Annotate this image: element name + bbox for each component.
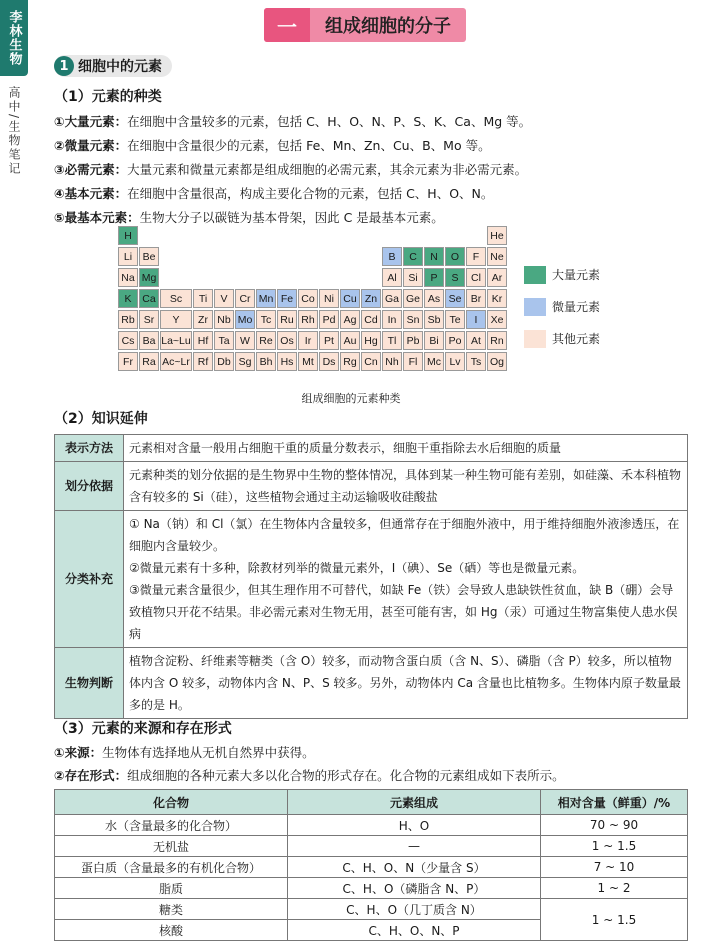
legend-label: 微量元素 bbox=[552, 300, 601, 314]
element-cell-xe: Xe bbox=[487, 310, 507, 329]
compound-table bbox=[54, 789, 688, 941]
row-text-block bbox=[124, 511, 688, 648]
element-cell-au: Au bbox=[340, 331, 360, 350]
element-cell-i: I bbox=[466, 310, 486, 329]
element-cell-ca: Ca bbox=[139, 289, 159, 308]
element-cell-ta: Ta bbox=[214, 331, 234, 350]
element-cell-be: Be bbox=[139, 247, 159, 266]
cell: 核酸 bbox=[55, 920, 288, 941]
cell: 脂质 bbox=[55, 878, 288, 899]
cell: 蛋白质（含量最多的有机化合物） bbox=[55, 857, 288, 878]
def-text: 生物大分子以碳链为基本骨架，因此 C 是最基本元素。 bbox=[139, 210, 444, 225]
element-cell-bh: Bh bbox=[256, 352, 276, 371]
cell: — bbox=[288, 836, 541, 857]
table-row bbox=[55, 899, 688, 920]
element-cell-si: Si bbox=[403, 268, 423, 287]
table-row bbox=[55, 836, 688, 857]
legend-swatch bbox=[524, 330, 546, 348]
col-header: 相对含量（鲜重）/% bbox=[541, 790, 688, 815]
element-cell-rn: Rn bbox=[487, 331, 507, 350]
def-line bbox=[54, 160, 527, 178]
element-cell-po: Po bbox=[445, 331, 465, 350]
extension-table bbox=[54, 434, 688, 719]
src-line bbox=[54, 743, 315, 761]
element-cell-h: H bbox=[118, 226, 138, 245]
cell: 水（含量最多的化合物） bbox=[55, 815, 288, 836]
element-cell-ra: Ra bbox=[139, 352, 159, 371]
src-line bbox=[54, 766, 565, 784]
element-cell-os: Os bbox=[277, 331, 297, 350]
element-cell-rh: Rh bbox=[298, 310, 318, 329]
row-key: 划分依据 bbox=[55, 462, 124, 511]
element-cell-zr: Zr bbox=[193, 310, 213, 329]
element-cell-f: F bbox=[466, 247, 486, 266]
src-label: ①来源： bbox=[54, 745, 103, 760]
row-key: 表示方法 bbox=[55, 435, 124, 462]
legend-swatch bbox=[524, 266, 546, 284]
section-number: 1 bbox=[54, 56, 74, 76]
legend-swatch bbox=[524, 298, 546, 316]
def-label: ①大量元素： bbox=[54, 114, 128, 129]
element-cell-w: W bbox=[235, 331, 255, 350]
cell: 无机盐 bbox=[55, 836, 288, 857]
element-cell-li: Li bbox=[118, 247, 138, 266]
element-cell-fl: Fl bbox=[403, 352, 423, 371]
def-label: ③必需元素： bbox=[54, 162, 128, 177]
def-label: ⑤最基本元素： bbox=[54, 210, 140, 225]
def-line bbox=[54, 112, 531, 130]
table-row bbox=[55, 648, 688, 719]
def-text: 在细胞中含量较多的元素，包括 C、H、O、N、P、S、K、Ca、Mg 等。 bbox=[127, 114, 532, 129]
element-cell-cu: Cu bbox=[340, 289, 360, 308]
element-cell-b: B bbox=[382, 247, 402, 266]
def-text: 在细胞中含量很高，构成主要化合物的元素，包括 C、H、O、N。 bbox=[127, 186, 494, 201]
row-key: 生物判断 bbox=[55, 648, 124, 719]
cell: 1 ~ 1.5 bbox=[541, 836, 688, 857]
element-cell-n: N bbox=[424, 247, 444, 266]
element-cell-sn: Sn bbox=[403, 310, 423, 329]
def-label: ②微量元素： bbox=[54, 138, 128, 153]
def-line bbox=[54, 208, 444, 226]
def-line bbox=[54, 184, 493, 202]
table-row bbox=[55, 511, 688, 648]
element-cell-ge: Ge bbox=[403, 289, 423, 308]
element-cell-rf: Rf bbox=[193, 352, 213, 371]
element-cell-as: As bbox=[424, 289, 444, 308]
cell: C、H、O（磷脂含 N、P） bbox=[288, 878, 541, 899]
chapter-number: 一 bbox=[264, 8, 310, 42]
element-cell-s: S bbox=[445, 268, 465, 287]
src-label: ②存在形式： bbox=[54, 768, 128, 783]
element-cell-ni: Ni bbox=[319, 289, 339, 308]
cell: 1 ~ 1.5 bbox=[541, 899, 688, 941]
legend-item-major bbox=[524, 264, 600, 284]
element-cell-sr: Sr bbox=[139, 310, 159, 329]
element-cell-ts: Ts bbox=[466, 352, 486, 371]
element-cell-o: O bbox=[445, 247, 465, 266]
side-bar bbox=[0, 0, 34, 916]
element-cell-at: At bbox=[466, 331, 486, 350]
side-tab-brand: 李林生物 bbox=[0, 0, 28, 76]
element-cell-na: Na bbox=[118, 268, 138, 287]
table-row bbox=[55, 435, 688, 462]
element-cell-he: He bbox=[487, 226, 507, 245]
element-cell-re: Re bbox=[256, 331, 276, 350]
element-cell-in: In bbox=[382, 310, 402, 329]
element-cell-hs: Hs bbox=[277, 352, 297, 371]
element-cell-hg: Hg bbox=[361, 331, 381, 350]
element-cell-rg: Rg bbox=[340, 352, 360, 371]
element-cell-te: Te bbox=[445, 310, 465, 329]
heading-source: （3）元素的来源和存在形式 bbox=[54, 721, 232, 737]
element-cell-ru: Ru bbox=[277, 310, 297, 329]
cell: 1 ~ 2 bbox=[541, 878, 688, 899]
element-cell-kr: Kr bbox=[487, 289, 507, 308]
section-header bbox=[54, 55, 172, 77]
legend-label: 其他元素 bbox=[552, 332, 601, 346]
def-line bbox=[54, 136, 491, 154]
element-cell-sc: Sc bbox=[160, 289, 192, 308]
col-header: 化合物 bbox=[55, 790, 288, 815]
side-subtitle: 高中/生物笔记 bbox=[7, 86, 21, 177]
cell: C、H、O（几丁质含 N） bbox=[288, 899, 541, 920]
cell: C、H、O、N、P bbox=[288, 920, 541, 941]
element-cell-v: V bbox=[214, 289, 234, 308]
element-cell-ti: Ti bbox=[193, 289, 213, 308]
element-cell-k: K bbox=[118, 289, 138, 308]
src-text: 组成细胞的各种元素大多以化合物的形式存在。化合物的元素组成如下表所示。 bbox=[127, 768, 565, 783]
element-cell-mo: Mo bbox=[235, 310, 255, 329]
table-row bbox=[55, 462, 688, 511]
element-cell-cd: Cd bbox=[361, 310, 381, 329]
cell: 70 ~ 90 bbox=[541, 815, 688, 836]
cell: 糖类 bbox=[55, 899, 288, 920]
element-cell-mt: Mt bbox=[298, 352, 318, 371]
element-cell-y: Y bbox=[160, 310, 192, 329]
element-cell-cr: Cr bbox=[235, 289, 255, 308]
element-cell-ar: Ar bbox=[487, 268, 507, 287]
element-cell-lv: Lv bbox=[445, 352, 465, 371]
row-key: 分类补充 bbox=[55, 511, 124, 648]
table-row bbox=[55, 878, 688, 899]
row-text: 元素相对含量一般用占细胞干重的质量分数表示，细胞干重指除去水后细胞的质量 bbox=[124, 435, 688, 462]
element-cell-ne: Ne bbox=[487, 247, 507, 266]
cell: 7 ~ 10 bbox=[541, 857, 688, 878]
element-cell-c: C bbox=[403, 247, 423, 266]
table-row bbox=[55, 857, 688, 878]
element-cell-sg: Sg bbox=[235, 352, 255, 371]
element-cell-mc: Mc bbox=[424, 352, 444, 371]
element-cell-se: Se bbox=[445, 289, 465, 308]
element-cell-fe: Fe bbox=[277, 289, 297, 308]
chapter-header bbox=[264, 8, 466, 42]
heading-kinds: （1）元素的种类 bbox=[54, 89, 162, 105]
element-cell-cs: Cs bbox=[118, 331, 138, 350]
element-cell-mg: Mg bbox=[139, 268, 159, 287]
element-cell-db: Db bbox=[214, 352, 234, 371]
element-cell-br: Br bbox=[466, 289, 486, 308]
element-cell-tl: Tl bbox=[382, 331, 402, 350]
row-text: ③微量元素含量很少，但其生理作用不可替代，如缺 Fe（铁）会导致人患缺铁性贫血，缺 B（硼）会导致植物只开花不结果。非必需元素对生物无用，甚至可能有害，如 Hg（汞）可通过生物富集使人患水俣病 bbox=[129, 583, 678, 641]
element-cell-la-lu: La~Lu bbox=[160, 331, 192, 350]
def-text: 在细胞中含量很少的元素，包括 Fe、Mn、Zn、Cu、B、Mo 等。 bbox=[127, 138, 491, 153]
legend-item-other bbox=[524, 328, 600, 348]
element-cell-fr: Fr bbox=[118, 352, 138, 371]
element-cell-sb: Sb bbox=[424, 310, 444, 329]
element-cell-hf: Hf bbox=[193, 331, 213, 350]
element-cell-ac-lr: Ac~Lr bbox=[160, 352, 192, 371]
element-cell-ga: Ga bbox=[382, 289, 402, 308]
element-cell-ds: Ds bbox=[319, 352, 339, 371]
table-row bbox=[55, 815, 688, 836]
element-cell-nb: Nb bbox=[214, 310, 234, 329]
element-cell-ba: Ba bbox=[139, 331, 159, 350]
element-cell-tc: Tc bbox=[256, 310, 276, 329]
element-cell-cn: Cn bbox=[361, 352, 381, 371]
table-header-row bbox=[55, 790, 688, 815]
col-header: 元素组成 bbox=[288, 790, 541, 815]
element-cell-ir: Ir bbox=[298, 331, 318, 350]
element-cell-al: Al bbox=[382, 268, 402, 287]
element-cell-og: Og bbox=[487, 352, 507, 371]
element-cell-ag: Ag bbox=[340, 310, 360, 329]
element-cell-co: Co bbox=[298, 289, 318, 308]
cell: C、H、O、N（少量含 S） bbox=[288, 857, 541, 878]
element-cell-mn: Mn bbox=[256, 289, 276, 308]
legend-label: 大量元素 bbox=[552, 268, 601, 282]
row-text: ① Na（钠）和 Cl（氯）在生物体内含量较多，但通常存在于细胞外液中，用于维持细胞外液渗透压，在细胞内含量较少。 bbox=[129, 517, 680, 553]
element-cell-cl: Cl bbox=[466, 268, 486, 287]
row-text: ②微量元素有十多种，除教材列举的微量元素外，I（碘）、Se（硒）等也是微量元素。 bbox=[129, 561, 585, 575]
element-cell-p: P bbox=[424, 268, 444, 287]
element-cell-pd: Pd bbox=[319, 310, 339, 329]
row-text: 植物含淀粉、纤维素等糖类（含 O）较多，而动物含蛋白质（含 N、S）、磷脂（含 P）较多，所以植物体内含 O 较多，动物体内含 N、P、S 较多。另外，动物体内 Ca 含量也比植物多。生物体内原子数量最多的是 H。 bbox=[124, 648, 688, 719]
table-caption: 组成细胞的元素种类 bbox=[301, 392, 401, 405]
chapter-title: 组成细胞的分子 bbox=[325, 16, 451, 37]
element-cell-rb: Rb bbox=[118, 310, 138, 329]
def-label: ④基本元素： bbox=[54, 186, 128, 201]
cell: H、O bbox=[288, 815, 541, 836]
heading-extension: （2）知识延伸 bbox=[54, 411, 148, 427]
row-text: 元素种类的划分依据的是生物界中生物的整体情况，具体到某一种生物可能有差别，如硅藻、禾本科植物含有较多的 Si（硅），这些植物会通过主动运输吸收硅酸盐 bbox=[124, 462, 688, 511]
def-text: 大量元素和微量元素都是组成细胞的必需元素，其余元素为非必需元素。 bbox=[127, 162, 528, 177]
element-cell-bi: Bi bbox=[424, 331, 444, 350]
element-cell-pb: Pb bbox=[403, 331, 423, 350]
legend-item-trace bbox=[524, 296, 600, 316]
src-text: 生物体有选择地从无机自然界中获得。 bbox=[102, 745, 315, 760]
element-cell-pt: Pt bbox=[319, 331, 339, 350]
element-cell-zn: Zn bbox=[361, 289, 381, 308]
element-cell-nh: Nh bbox=[382, 352, 402, 371]
section-title: 细胞中的元素 bbox=[78, 59, 162, 75]
